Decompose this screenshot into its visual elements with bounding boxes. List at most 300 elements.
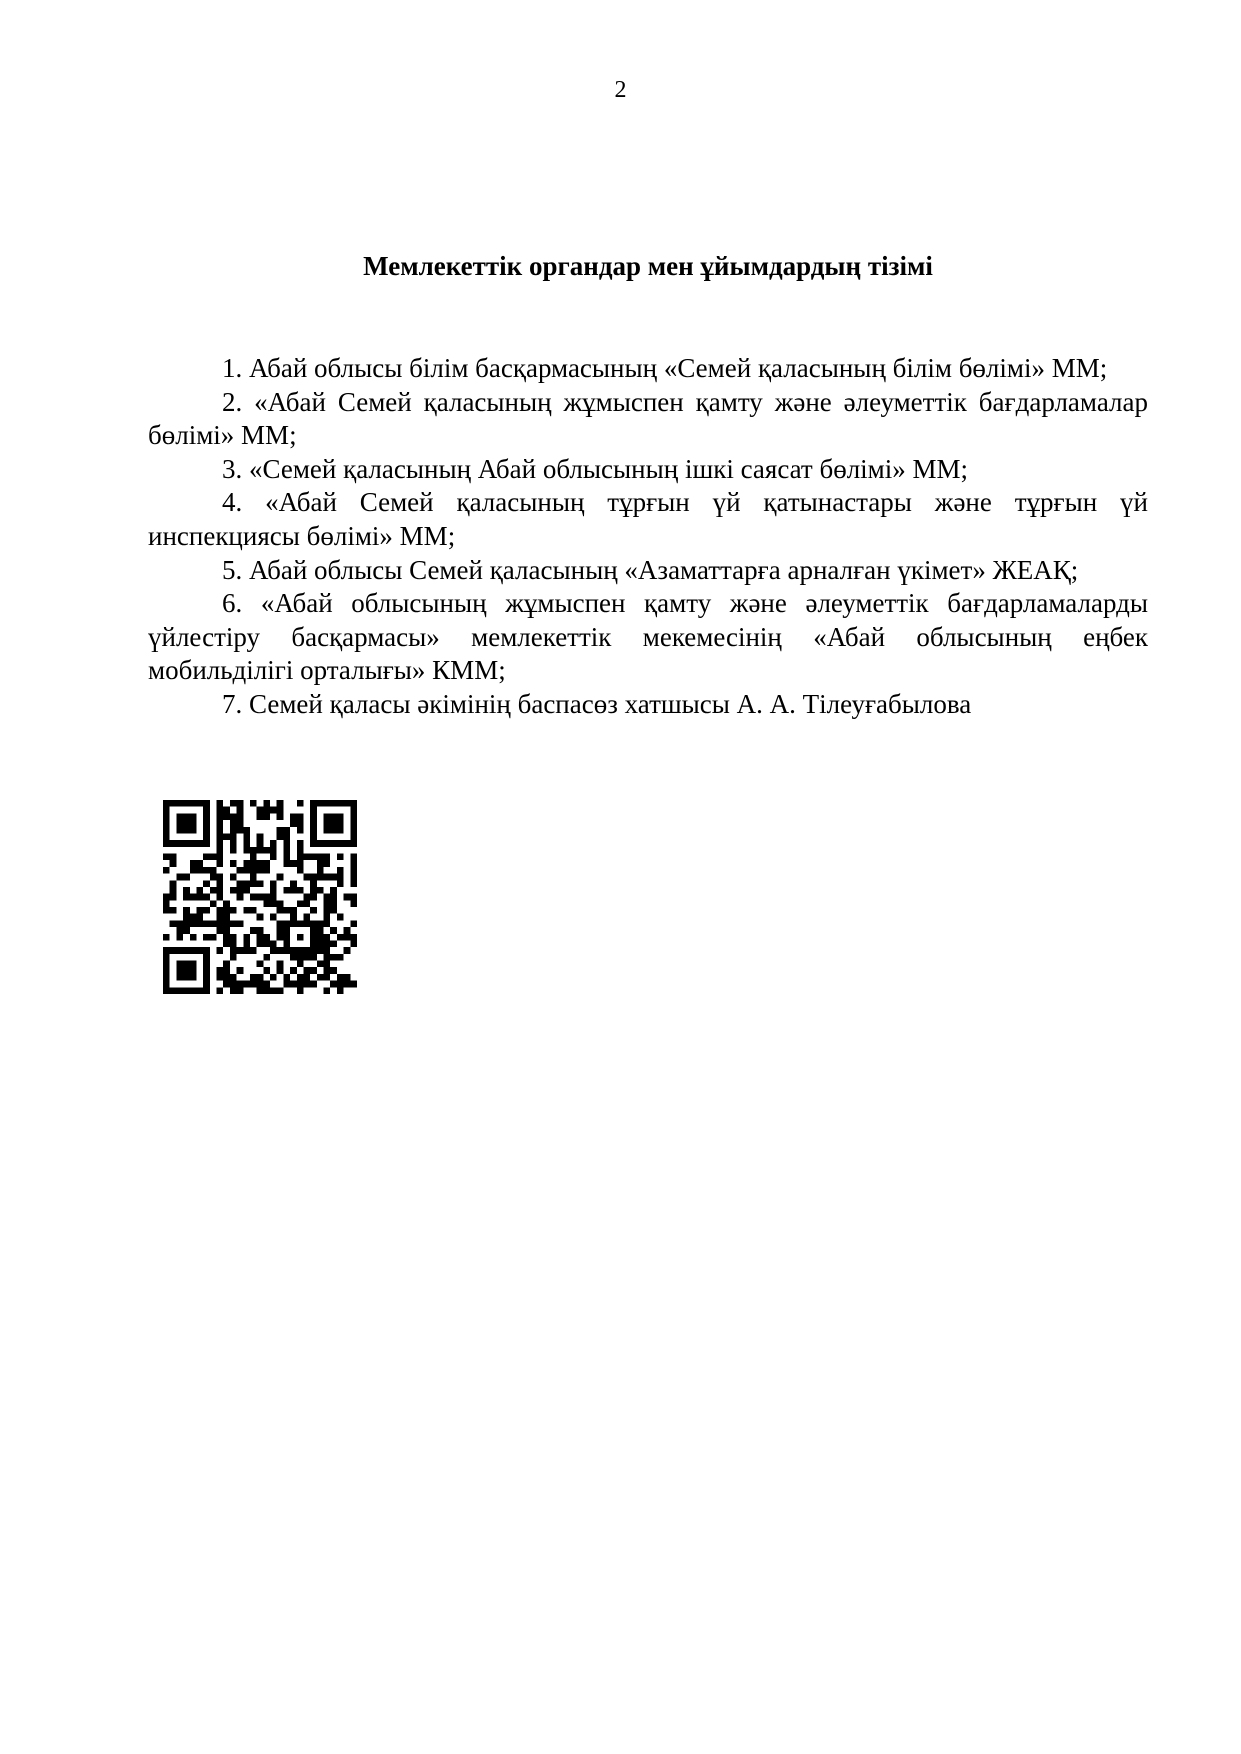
qr-module [257,867,264,874]
qr-module [170,800,177,807]
qr-module [303,967,310,974]
qr-module [217,920,224,927]
qr-module [297,887,304,894]
qr-module [190,934,197,941]
qr-module [324,813,331,820]
qr-module [203,827,210,834]
qr-module [290,887,297,894]
qr-module [310,934,317,941]
qr-module [277,807,284,814]
qr-module [297,947,304,954]
qr-module [230,860,237,867]
qr-module [350,940,357,947]
qr-module [310,954,317,961]
qr-module [350,813,357,820]
qr-module [350,840,357,847]
qr-module [163,867,170,874]
qr-module [223,967,230,974]
qr-module [230,934,237,941]
qr-module [190,914,197,921]
qr-module [310,833,317,840]
qr-module [297,987,304,994]
qr-module [310,927,317,934]
qr-module [317,840,324,847]
qr-module [324,954,331,961]
qr-module [263,900,270,907]
qr-module [243,840,250,847]
qr-module [196,800,203,807]
qr-module [230,887,237,894]
qr-module [217,967,224,974]
qr-module [317,800,324,807]
qr-module [263,800,270,807]
qr-module [170,987,177,994]
qr-module [190,827,197,834]
qr-module [310,800,317,807]
qr-module [324,800,331,807]
qr-module [310,854,317,861]
qr-module [217,847,224,854]
qr-module [223,934,230,941]
qr-module [330,900,337,907]
qr-module [263,954,270,961]
qr-module [163,813,170,820]
qr-module [277,927,284,934]
qr-module [277,934,284,941]
qr-module [303,914,310,921]
qr-module [243,827,250,834]
qr-module [170,840,177,847]
qr-module [330,800,337,807]
qr-module [277,827,284,834]
qr-module [337,813,344,820]
qr-module [203,894,210,901]
qr-module [230,954,237,961]
qr-module [230,987,237,994]
qr-module [176,874,183,881]
qr-module [250,974,257,981]
qr-module [257,840,264,847]
qr-module [283,934,290,941]
qr-module [196,860,203,867]
qr-module [257,981,264,988]
qr-module [170,887,177,894]
qr-module [176,820,183,827]
qr-module [297,813,304,820]
qr-module [230,800,237,807]
qr-module [317,940,324,947]
qr-module [310,813,317,820]
qr-module [223,813,230,820]
qr-module [217,927,224,934]
qr-module [310,874,317,881]
qr-module [297,934,304,941]
qr-module [317,874,324,881]
qr-module [297,854,304,861]
qr-module [290,880,297,887]
qr-module [337,867,344,874]
qr-module [257,974,264,981]
qr-module [183,947,190,954]
qr-module [243,947,250,954]
qr-module [196,987,203,994]
qr-module [210,854,217,861]
qr-module [344,927,351,934]
qr-module [330,940,337,947]
qr-module [277,800,284,807]
qr-module [243,847,250,854]
qr-module [217,854,224,861]
qr-module [183,827,190,834]
qr-module [283,927,290,934]
qr-module [337,854,344,861]
qr-module [257,934,264,941]
qr-module [324,967,331,974]
qr-module [297,961,304,968]
qr-module [230,827,237,834]
qr-module [324,820,331,827]
qr-module [190,894,197,901]
qr-module [203,981,210,988]
qr-module [344,974,351,981]
qr-module [176,827,183,834]
qr-module [217,887,224,894]
qr-module [303,947,310,954]
qr-module [170,920,177,927]
qr-module [344,947,351,954]
qr-module [330,874,337,881]
qr-module [250,927,257,934]
qr-module [344,894,351,901]
qr-module [183,961,190,968]
qr-module [237,947,244,954]
qr-module [176,961,183,968]
qr-module [163,854,170,861]
list-item: 5. Абай облысы Семей қаласының «Азаматтарға арналған үкімет» ЖЕАҚ; [222,554,1079,585]
qr-module [183,874,190,881]
qr-module [230,940,237,947]
qr-module [324,840,331,847]
qr-module [163,954,170,961]
qr-module [190,867,197,874]
qr-module [283,854,290,861]
qr-module [337,880,344,887]
qr-module [283,860,290,867]
qr-module [196,840,203,847]
qr-module [330,894,337,901]
qr-module [297,860,304,867]
qr-module [270,900,277,907]
qr-module [250,874,257,881]
qr-module [230,840,237,847]
qr-module [337,974,344,981]
qr-module [210,867,217,874]
qr-module [270,807,277,814]
qr-module [176,947,183,954]
qr-module [190,840,197,847]
qr-module [277,967,284,974]
qr-module [257,940,264,947]
qr-module [176,840,183,847]
qr-module [317,860,324,867]
list-item: 3. «Семей қаласының Абай облысының ішкі саясат бөлімі» ММ; [222,453,969,484]
qr-module [243,880,250,887]
qr-module [317,947,324,954]
qr-module [203,854,210,861]
qr-module [223,907,230,914]
qr-module [324,934,331,941]
qr-module [324,894,331,901]
qr-module [243,907,250,914]
qr-module [176,934,183,941]
qr-module [297,974,304,981]
qr-module [257,987,264,994]
qr-module [270,854,277,861]
qr-module [230,974,237,981]
qr-module [223,927,230,934]
qr-module [310,907,317,914]
qr-module [196,920,203,927]
qr-module [163,820,170,827]
qr-module [257,914,264,921]
qr-module [303,854,310,861]
qr-module [250,894,257,901]
qr-module [283,920,290,927]
qr-module [290,907,297,914]
qr-module [176,967,183,974]
qr-module [203,840,210,847]
qr-module [230,947,237,954]
list-item: 1. Абай облысы білім басқармасының «Семей қаласының білім бөлімі» ММ; [222,353,1108,383]
qr-module [303,981,310,988]
qr-module [330,954,337,961]
qr-module [163,907,170,914]
qr-module [290,860,297,867]
qr-module [270,914,277,921]
qr-module [223,920,230,927]
qr-module [283,887,290,894]
organizations-list [148,352,1148,722]
qr-module [290,947,297,954]
qr-module [330,813,337,820]
qr-module [203,987,210,994]
qr-module [337,914,344,921]
qr-module [310,887,317,894]
qr-module [203,807,210,814]
qr-module [190,813,197,820]
qr-module [217,880,224,887]
qr-module [350,800,357,807]
qr-module [183,894,190,901]
qr-module [196,914,203,921]
qr-module [297,820,304,827]
qr-module [324,987,331,994]
qr-module [257,894,264,901]
qr-module [237,920,244,927]
qr-module [297,981,304,988]
qr-module [290,920,297,927]
qr-module [163,900,170,907]
qr-module [297,867,304,874]
qr-module [270,880,277,887]
qr-module [163,807,170,814]
qr-module [163,981,170,988]
qr-code-icon [163,800,357,994]
qr-module [303,954,310,961]
qr-module [310,880,317,887]
qr-module [283,847,290,854]
list-item: 6. «Абай облысының жұмыспен қамту және әлеуметтік бағдарламаларды үйлестіру басқармасы» мемлекеттік мекемесінің «Абай облысының еңбек мобильділігі орталығы» КММ; [148,588,1148,686]
qr-module [310,894,317,901]
qr-module [170,880,177,887]
qr-module [290,813,297,820]
qr-module [183,800,190,807]
qr-module [217,800,224,807]
qr-module [170,854,177,861]
qr-module [217,840,224,847]
qr-module [217,907,224,914]
qr-module [250,860,257,867]
page-number: 2 [614,77,627,103]
qr-module [324,920,331,927]
qr-module [350,981,357,988]
qr-module [196,887,203,894]
qr-module [310,947,317,954]
qr-module [263,934,270,941]
qr-module [344,840,351,847]
qr-module [257,927,264,934]
qr-module [270,947,277,954]
qr-module [263,847,270,854]
qr-module [270,847,277,854]
qr-module [257,961,264,968]
qr-module [183,987,190,994]
qr-module [230,820,237,827]
qr-module [176,800,183,807]
qr-module [243,867,250,874]
qr-module [283,974,290,981]
qr-module [324,874,331,881]
qr-module [270,887,277,894]
qr-module [223,974,230,981]
qr-module [203,880,210,887]
qr-module [317,961,324,968]
qr-module [337,981,344,988]
qr-code-graphic [163,800,357,994]
qr-module [324,914,331,921]
list-item: 7. Семей қаласы әкімінің баспасөз хатшысы А. А. Тілеуғабылова [222,688,972,719]
qr-module [243,981,250,988]
qr-module [203,974,210,981]
qr-module [223,807,230,814]
qr-module [324,974,331,981]
list-item: 2. «Абай Семей қаласының жұмыспен қамту және әлеуметтік бағдарламалар бөлімі» ММ; [148,386,1148,451]
qr-module [324,827,331,834]
qr-module [283,827,290,834]
qr-module [217,974,224,981]
qr-module [290,954,297,961]
qr-module [263,981,270,988]
qr-module [337,827,344,834]
qr-module [344,981,351,988]
qr-module [350,867,357,874]
qr-module [190,947,197,954]
qr-module [270,987,277,994]
qr-module [310,827,317,834]
qr-module [263,987,270,994]
qr-module [203,867,210,874]
qr-module [263,860,270,867]
qr-module [250,880,257,887]
qr-module [337,800,344,807]
qr-module [217,860,224,867]
qr-module [237,800,244,807]
qr-module [330,827,337,834]
qr-module [277,907,284,914]
qr-module [190,987,197,994]
qr-module [190,920,197,927]
qr-module [223,914,230,921]
qr-module [350,854,357,861]
qr-module [203,961,210,968]
qr-module [324,961,331,968]
qr-module [223,833,230,840]
qr-module [210,874,217,881]
qr-module [217,833,224,840]
qr-module [230,874,237,881]
qr-module [183,840,190,847]
qr-module [330,907,337,914]
qr-module [243,940,250,947]
document-title: Мемлекеттік органдар мен ұйымдардың тізімі [363,251,933,281]
qr-module [237,820,244,827]
qr-module [350,880,357,887]
qr-module [190,860,197,867]
qr-module [337,934,344,941]
qr-module [310,967,317,974]
qr-module [297,900,304,907]
qr-module [257,880,264,887]
qr-module [257,860,264,867]
qr-module [330,840,337,847]
qr-module [324,900,331,907]
qr-module [210,887,217,894]
qr-module [223,961,230,968]
qr-module [344,934,351,941]
qr-module [183,887,190,894]
qr-module [330,887,337,894]
qr-module [210,900,217,907]
qr-module [190,961,197,968]
qr-module [176,920,183,927]
qr-module [250,947,257,954]
qr-module [203,820,210,827]
qr-module [223,900,230,907]
qr-module [203,920,210,927]
qr-module [277,874,284,881]
qr-module [217,894,224,901]
qr-module [317,934,324,941]
qr-module [290,914,297,921]
qr-module [257,813,264,820]
qr-module [337,840,344,847]
qr-module [303,900,310,907]
qr-module [183,820,190,827]
qr-module [217,820,224,827]
qr-module [324,940,331,947]
qr-module [330,981,337,988]
qr-module [203,813,210,820]
